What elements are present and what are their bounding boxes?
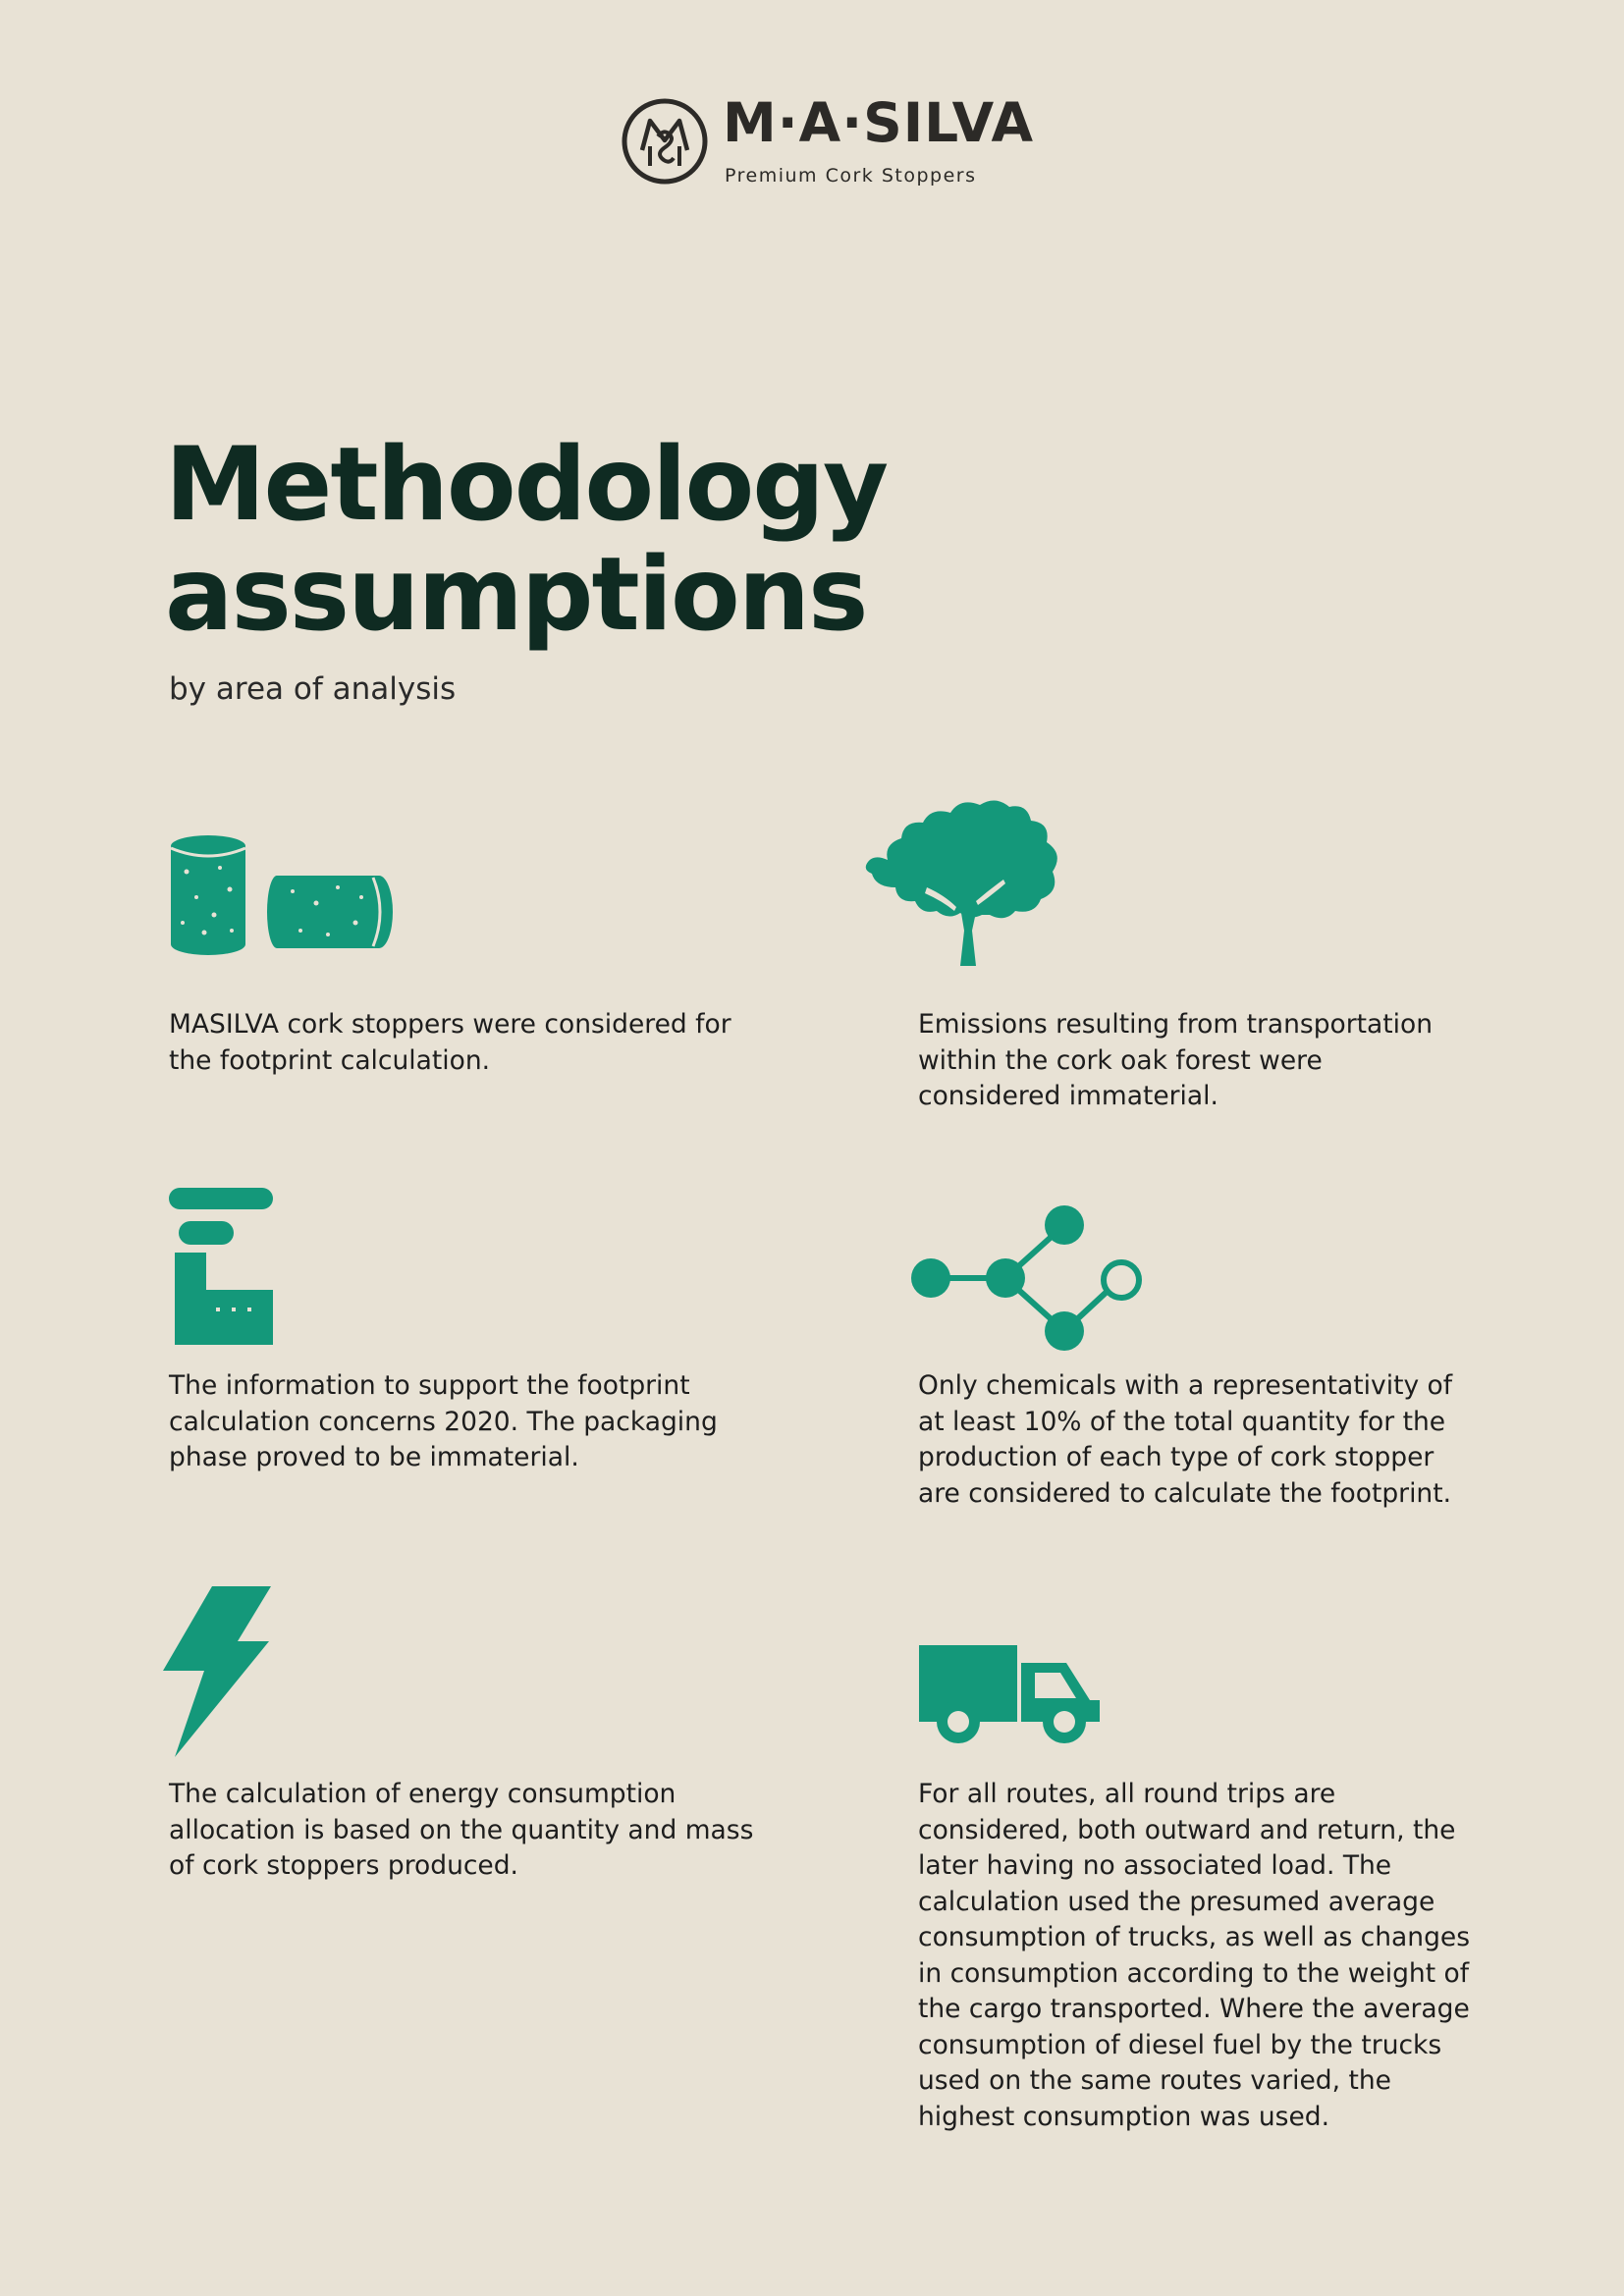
page-title-line-1: Methodology — [165, 426, 888, 544]
lightning-icon — [161, 1584, 273, 1757]
item-text-energy: The calculation of energy consumption allocation is based on the quantity and mass of cork stoppers produced. — [169, 1779, 754, 1881]
molecule-icon — [907, 1201, 1149, 1353]
item-text-cork-oak-forest: Emissions resulting from transportation within the cork oak forest were considered immaterial. — [918, 1009, 1434, 1111]
item-text-cork-stoppers: MASILVA cork stoppers were considered for the footprint calculation. — [169, 1009, 731, 1076]
cork-stoppers-icon — [169, 832, 397, 958]
cork-oak-tree-icon — [858, 793, 1074, 970]
factory-icon — [169, 1184, 273, 1345]
item-text-chemicals: Only chemicals with a representativity of at least 10% of the total quantity for the production of each type of cork stopper are considered to calculate the footprint. — [918, 1370, 1453, 1509]
brand-logo — [619, 91, 1035, 192]
brand-tagline: Premium Cork Stoppers — [725, 165, 977, 187]
truck-icon — [917, 1641, 1106, 1745]
page-subtitle: by area of analysis — [169, 671, 457, 707]
item-text-factory: The information to support the footprint calculation concerns 2020. The packaging phase proved to be immaterial. — [169, 1370, 718, 1472]
brand-name: M·A·SILVA — [723, 91, 1035, 154]
page-title — [165, 426, 888, 654]
item-text-transport: For all routes, all round trips are considered, both outward and return, the later having no associated load. The calculation used the presumed average consumption of trucks, as well as changes in consumption according to the weight of the cargo transported. Where the average consumption of diesel fuel by the trucks used on the same routes varied, the highest consumption was used. — [918, 1779, 1471, 2132]
logo-emblem-icon — [621, 97, 709, 186]
page-title-line-2: assumptions — [165, 536, 867, 654]
